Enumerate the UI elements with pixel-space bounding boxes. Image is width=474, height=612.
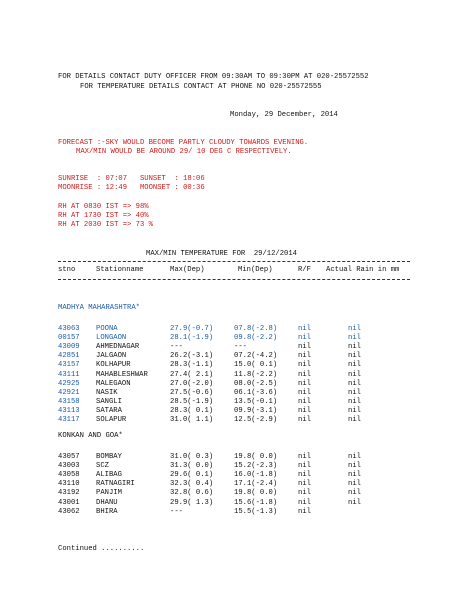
cell-rain: nil xyxy=(348,361,361,370)
col-stationname: Stationname xyxy=(96,266,144,274)
cell-max: --- xyxy=(170,507,183,516)
cell-name: AHMEDNAGAR xyxy=(96,343,140,352)
moon-times: MOONRISE : 12:49 MOONSET : 00:36 xyxy=(58,184,205,192)
cell-rf: nil xyxy=(298,343,311,352)
rh-2030: RH AT 2030 IST => 73 % xyxy=(58,221,153,229)
cell-rain: nil xyxy=(348,334,361,343)
cell-name: LONGAON xyxy=(96,334,127,343)
rh-0830: RH AT 0830 IST => 98% xyxy=(58,203,149,211)
cell-max: 31.0( 0.3) xyxy=(170,453,214,461)
cell-name: SCZ xyxy=(96,462,109,471)
cell-min: 09.8(-2.2) xyxy=(234,334,278,343)
cell-min: 09.9(-3.1) xyxy=(234,406,278,415)
cell-stno: 43192 xyxy=(58,489,80,498)
cell-max: 27.0(-2.0) xyxy=(170,379,214,388)
col-rain: Actual Rain in mm xyxy=(326,266,400,274)
cell-rf: nil xyxy=(298,361,311,370)
cell-rf: nil xyxy=(298,471,311,480)
cell-min: 13.5(-0.1) xyxy=(234,397,278,406)
cell-rf: nil xyxy=(298,498,311,507)
cell-rain: nil xyxy=(348,343,361,352)
cell-min: 07.8(-2.8) xyxy=(234,325,278,333)
cell-max: 29.6( 0.1) xyxy=(170,471,214,480)
cell-max: 26.2(-3.1) xyxy=(170,352,214,361)
cell-name: SOLAPUR xyxy=(96,416,127,424)
cell-rain: nil xyxy=(348,480,361,489)
cell-rain: nil xyxy=(348,416,361,424)
cell-max: 28.3( 0.1) xyxy=(170,406,214,415)
section-title: KONKAN AND GOA* xyxy=(58,432,123,440)
cell-min: 15.5(-1.3) xyxy=(234,507,278,516)
cell-stno: 42851 xyxy=(58,352,80,361)
cell-max: 27.9(-0.7) xyxy=(170,325,214,333)
cell-stno: 43057 xyxy=(58,453,80,461)
cell-min: --- xyxy=(234,343,247,352)
cell-stno: 43001 xyxy=(58,498,80,507)
cell-rf: nil xyxy=(298,370,311,379)
cell-min: 15.2(-2.3) xyxy=(234,462,278,471)
table-row xyxy=(58,415,418,425)
rh-1730: RH AT 1730 IST => 40% xyxy=(58,212,149,220)
cell-name: KOLHAPUR xyxy=(96,361,131,370)
cell-name: MALEGAON xyxy=(96,379,131,388)
cell-name: MAHABLESHWAR xyxy=(96,370,148,379)
cell-rf: nil xyxy=(298,480,311,489)
cell-name: NASIK xyxy=(96,388,118,397)
cell-name: BHIRA xyxy=(96,507,118,516)
cell-rain: nil xyxy=(348,453,361,461)
cell-max: 32.3( 0.4) xyxy=(170,480,214,489)
cell-rain: nil xyxy=(348,498,361,507)
cell-stno: 00157 xyxy=(58,334,80,343)
cell-rf: nil xyxy=(298,325,311,333)
cell-min: 19.8( 0.0) xyxy=(234,453,278,461)
cell-stno: 43058 xyxy=(58,471,80,480)
cell-name: DHANU xyxy=(96,498,118,507)
cell-max: 29.9( 1.3) xyxy=(170,498,214,507)
report-date: Monday, 29 December, 2014 xyxy=(230,111,338,119)
cell-stno: 43157 xyxy=(58,361,80,370)
cell-name: ALIBAG xyxy=(96,471,122,480)
cell-rain: nil xyxy=(348,462,361,471)
cell-max: --- xyxy=(170,343,183,352)
cell-stno: 43009 xyxy=(58,343,80,352)
cell-name: RATNAGIRI xyxy=(96,480,135,489)
cell-rf: nil xyxy=(298,334,311,343)
cell-stno: 43003 xyxy=(58,462,80,471)
cell-rf: nil xyxy=(298,416,311,424)
cell-stno: 43110 xyxy=(58,480,80,489)
cell-rain: nil xyxy=(348,379,361,388)
cell-stno: 43111 xyxy=(58,370,80,379)
cell-rf: nil xyxy=(298,388,311,397)
cell-rain: nil xyxy=(348,325,361,333)
cell-name: PANJIM xyxy=(96,489,122,498)
contact-line-2: FOR TEMPERATURE DETAILS CONTACT AT PHONE NO 020-25572555 xyxy=(80,83,322,91)
cell-max: 28.3(-1.1) xyxy=(170,361,214,370)
cell-max: 28.1(-1.9) xyxy=(170,334,214,343)
cell-rain: nil xyxy=(348,388,361,397)
cell-rain: nil xyxy=(348,352,361,361)
table-header-rule xyxy=(58,279,410,280)
cell-min: 19.8( 0.0) xyxy=(234,489,278,498)
cell-name: SATARA xyxy=(96,406,122,415)
cell-rain: nil xyxy=(348,397,361,406)
cell-rf: nil xyxy=(298,406,311,415)
cell-rf: nil xyxy=(298,453,311,461)
cell-stno: 43063 xyxy=(58,325,80,333)
cell-rf: nil xyxy=(298,462,311,471)
cell-stno: 43113 xyxy=(58,406,80,415)
table-title: MAX/MIN TEMPERATURE FOR 29/12/2014 xyxy=(146,250,297,258)
contact-line-1: FOR DETAILS CONTACT DUTY OFFICER FROM 09:30AM TO 09:30PM AT 020-25572552 xyxy=(58,73,369,81)
cell-rain: nil xyxy=(348,370,361,379)
table-top-rule xyxy=(58,261,410,262)
cell-min: 12.5(-2.9) xyxy=(234,416,278,424)
cell-rain: nil xyxy=(348,489,361,498)
cell-max: 27.5(-0.6) xyxy=(170,388,214,397)
table-row xyxy=(58,507,418,517)
cell-min: 15.0( 0.1) xyxy=(234,361,278,370)
cell-rf: nil xyxy=(298,397,311,406)
cell-rf: nil xyxy=(298,489,311,498)
cell-stno: 42921 xyxy=(58,388,80,397)
cell-min: 11.8(-2.2) xyxy=(234,370,278,379)
cell-name: SANGLI xyxy=(96,397,122,406)
cell-name: BOMBAY xyxy=(96,453,122,461)
continued-note: Continued .......... xyxy=(58,545,145,553)
cell-rf: nil xyxy=(298,352,311,361)
forecast-line-1: FORECAST :-SKY WOULD BECOME PARTLY CLOUDY TOWARDS EVENING. xyxy=(58,139,309,147)
col-stno: stno xyxy=(58,266,76,274)
cell-max: 27.4( 2.1) xyxy=(170,370,214,379)
sun-times: SUNRISE : 07:07 SUNSET : 18:06 xyxy=(58,175,205,183)
cell-min: 17.1(-2.4) xyxy=(234,480,278,489)
forecast-line-2: MAX/MIN WOULD BE AROUND 29/ 10 DEG C RESPECTIVELY. xyxy=(76,148,292,156)
cell-min: 15.6(-1.8) xyxy=(234,498,278,507)
cell-min: 08.0(-2.5) xyxy=(234,379,278,388)
cell-max: 28.5(-1.9) xyxy=(170,397,214,406)
cell-stno: 43062 xyxy=(58,507,80,516)
col-rf: R/F xyxy=(298,266,311,274)
cell-stno: 42925 xyxy=(58,379,80,388)
cell-min: 07.2(-4.2) xyxy=(234,352,278,361)
cell-rf: nil xyxy=(298,379,311,388)
cell-min: 16.0(-1.8) xyxy=(234,471,278,480)
cell-max: 32.8( 0.6) xyxy=(170,489,214,498)
table-header xyxy=(58,265,418,275)
cell-name: POONA xyxy=(96,325,118,333)
cell-rf: nil xyxy=(298,507,311,516)
cell-rain: nil xyxy=(348,406,361,415)
section-title: MADHYA MAHARASHTRA* xyxy=(58,304,140,312)
col-min: Min(Dep) xyxy=(238,266,273,274)
col-max: Max(Dep) xyxy=(170,266,205,274)
cell-max: 31.0( 1.1) xyxy=(170,416,214,424)
cell-max: 31.3( 0.0) xyxy=(170,462,214,471)
cell-rain: nil xyxy=(348,471,361,480)
cell-stno: 43158 xyxy=(58,397,80,406)
cell-name: JALGAON xyxy=(96,352,127,361)
cell-min: 06.1(-3.6) xyxy=(234,388,278,397)
cell-stno: 43117 xyxy=(58,416,80,424)
